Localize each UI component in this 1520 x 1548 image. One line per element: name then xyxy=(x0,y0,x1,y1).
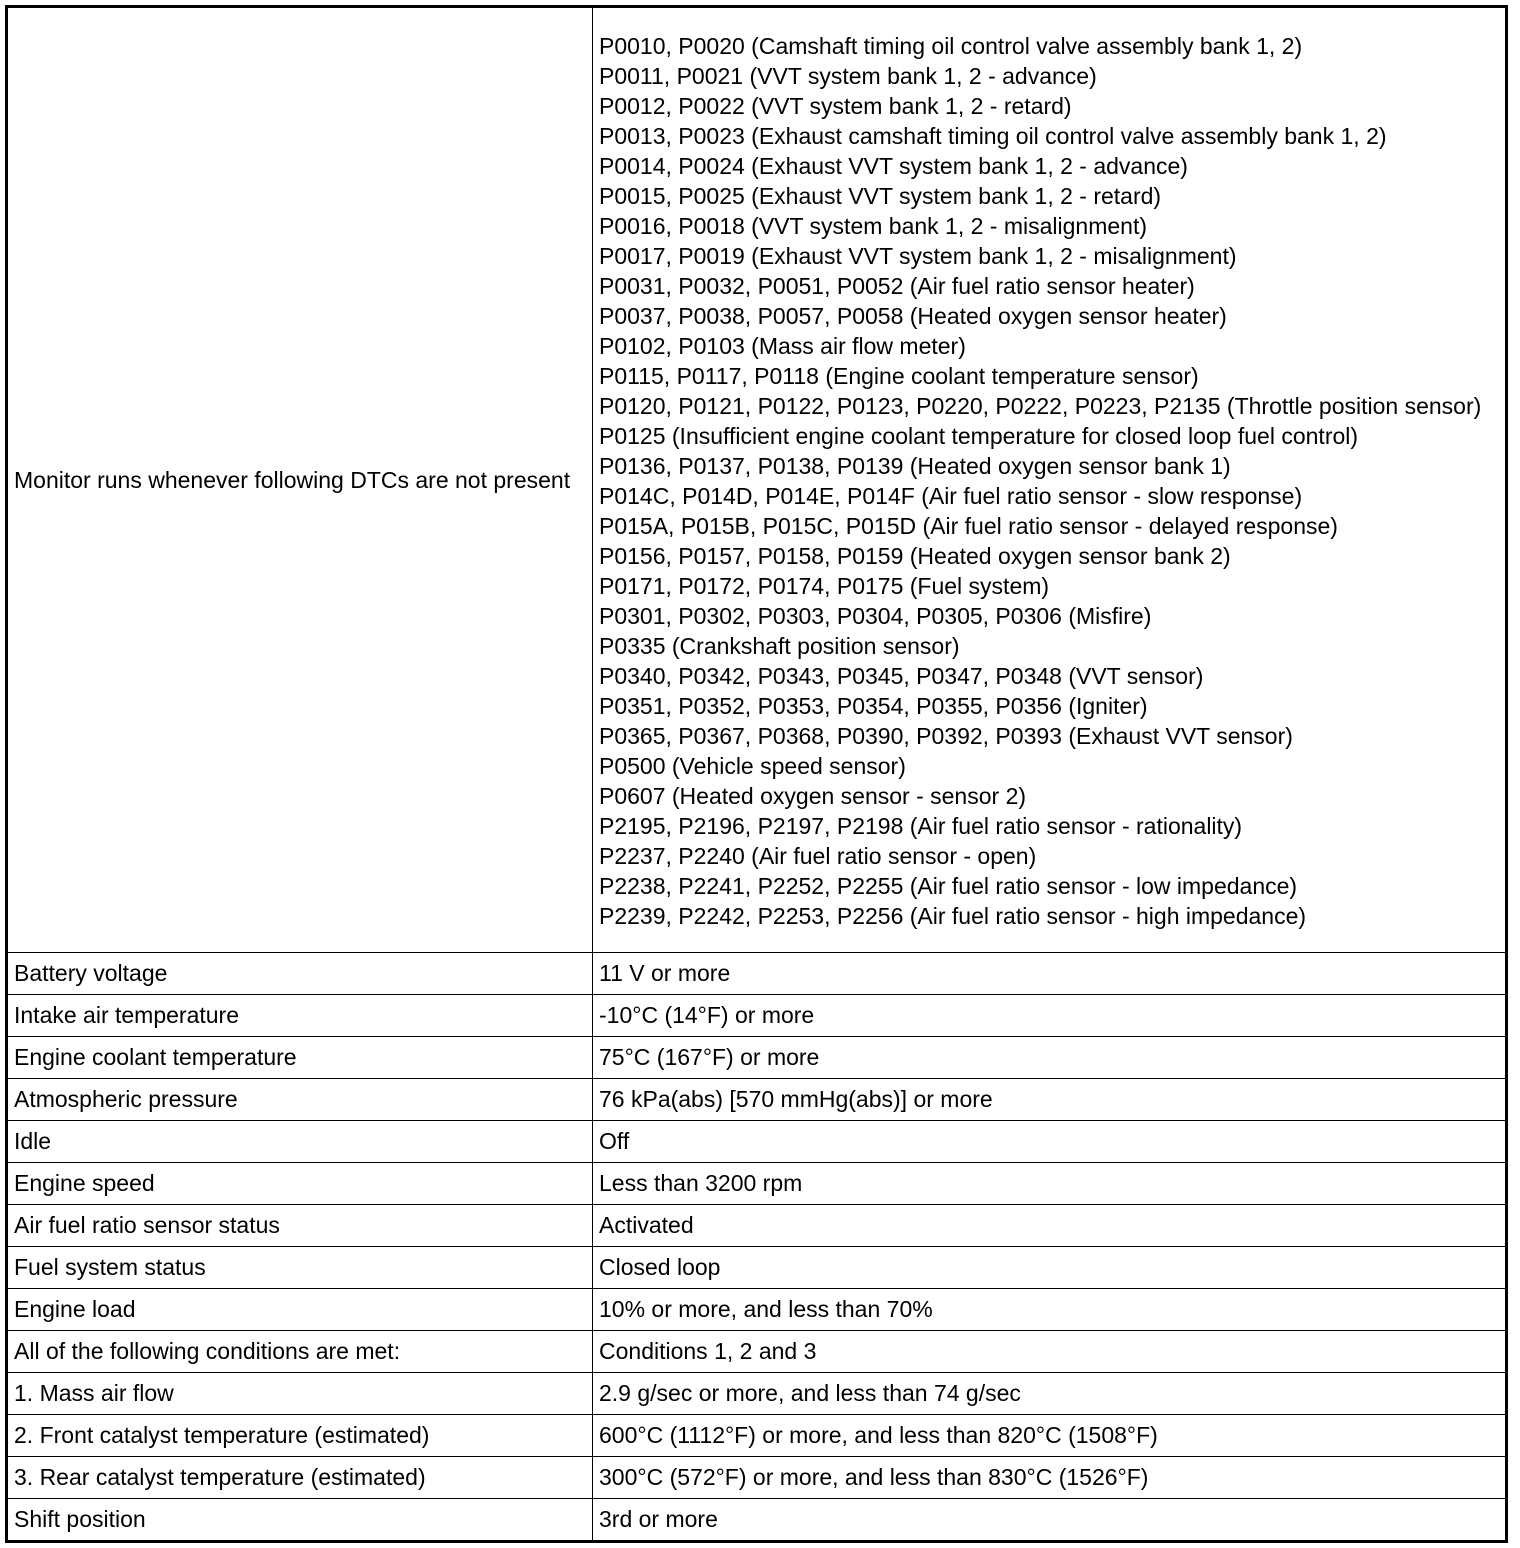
dtc-line: P0125 (Insufficient engine coolant temperature for closed loop fuel control) xyxy=(599,423,1359,449)
value-cell: 600°C (1112°F) or more, and less than 820°C (1508°F) xyxy=(593,1414,1507,1456)
dtc-line: P0013, P0023 (Exhaust camshaft timing oil control valve assembly bank 1, 2) xyxy=(599,123,1387,149)
table-row-dtc xyxy=(7,7,1507,953)
param-cell: All of the following conditions are met: xyxy=(7,1330,593,1372)
table-row xyxy=(7,994,1507,1036)
value-cell: 2.9 g/sec or more, and less than 74 g/sec xyxy=(593,1372,1507,1414)
dtc-line: P0335 (Crankshaft position sensor) xyxy=(599,633,960,659)
param-cell: Shift position xyxy=(7,1498,593,1541)
dtc-line: P0012, P0022 (VVT system bank 1, 2 - retard) xyxy=(599,93,1072,119)
dtc-line: P0016, P0018 (VVT system bank 1, 2 - misalignment) xyxy=(599,213,1148,239)
param-cell: 2. Front catalyst temperature (estimated) xyxy=(7,1414,593,1456)
dtc-line: P0136, P0137, P0138, P0139 (Heated oxygen sensor bank 1) xyxy=(599,453,1231,479)
dtc-line: P0340, P0342, P0343, P0345, P0347, P0348 (VVT sensor) xyxy=(599,663,1204,689)
dtc-line: P0120, P0121, P0122, P0123, P0220, P0222, P0223, P2135 (Throttle position sensor) xyxy=(599,393,1482,419)
value-cell: Less than 3200 rpm xyxy=(593,1162,1507,1204)
param-cell: Atmospheric pressure xyxy=(7,1078,593,1120)
table-row xyxy=(7,1204,1507,1246)
param-cell: Fuel system status xyxy=(7,1246,593,1288)
dtc-line: P0351, P0352, P0353, P0354, P0355, P0356 (Igniter) xyxy=(599,693,1148,719)
dtc-line: P0500 (Vehicle speed sensor) xyxy=(599,753,906,779)
dtc-line: P0011, P0021 (VVT system bank 1, 2 - advance) xyxy=(599,63,1097,89)
value-cell: 10% or more, and less than 70% xyxy=(593,1288,1507,1330)
value-cell: 75°C (167°F) or more xyxy=(593,1036,1507,1078)
dtc-line: P0017, P0019 (Exhaust VVT system bank 1, 2 - misalignment) xyxy=(599,243,1237,269)
value-cell: -10°C (14°F) or more xyxy=(593,994,1507,1036)
dtc-line: P0156, P0157, P0158, P0159 (Heated oxygen sensor bank 2) xyxy=(599,543,1231,569)
dtc-line: P0031, P0032, P0051, P0052 (Air fuel ratio sensor heater) xyxy=(599,273,1195,299)
table-row xyxy=(7,1162,1507,1204)
table-row xyxy=(7,1330,1507,1372)
table-row xyxy=(7,1246,1507,1288)
dtc-line: P2237, P2240 (Air fuel ratio sensor - open) xyxy=(599,843,1037,869)
table-row xyxy=(7,1078,1507,1120)
dtc-line: P0171, P0172, P0174, P0175 (Fuel system) xyxy=(599,573,1050,599)
table-row xyxy=(7,1498,1507,1541)
table-body xyxy=(7,7,1507,1542)
param-cell: Engine coolant temperature xyxy=(7,1036,593,1078)
value-cell: Activated xyxy=(593,1204,1507,1246)
value-cell: 11 V or more xyxy=(593,953,1507,995)
param-cell: Intake air temperature xyxy=(7,994,593,1036)
conditions-table xyxy=(5,5,1508,1543)
dtc-line: P2195, P2196, P2197, P2198 (Air fuel ratio sensor - rationality) xyxy=(599,813,1243,839)
dtc-line: P0014, P0024 (Exhaust VVT system bank 1, 2 - advance) xyxy=(599,153,1188,179)
table-row xyxy=(7,1036,1507,1078)
dtc-line: P0607 (Heated oxygen sensor - sensor 2) xyxy=(599,783,1027,809)
table-row xyxy=(7,1288,1507,1330)
dtc-line: P014C, P014D, P014E, P014F (Air fuel ratio sensor - slow response) xyxy=(599,483,1303,509)
table-row xyxy=(7,1372,1507,1414)
dtc-line: P2238, P2241, P2252, P2255 (Air fuel ratio sensor - low impedance) xyxy=(599,873,1298,899)
dtc-line: P0015, P0025 (Exhaust VVT system bank 1, 2 - retard) xyxy=(599,183,1162,209)
dtc-row-label: Monitor runs whenever following DTCs are not present xyxy=(7,7,593,953)
table-row xyxy=(7,1414,1507,1456)
dtc-line: P0037, P0038, P0057, P0058 (Heated oxygen sensor heater) xyxy=(599,303,1227,329)
value-cell: 76 kPa(abs) [570 mmHg(abs)] or more xyxy=(593,1078,1507,1120)
value-cell: Conditions 1, 2 and 3 xyxy=(593,1330,1507,1372)
table-row xyxy=(7,1456,1507,1498)
dtc-line: P0115, P0117, P0118 (Engine coolant temperature sensor) xyxy=(599,363,1199,389)
table-row xyxy=(7,1120,1507,1162)
dtc-line: P0102, P0103 (Mass air flow meter) xyxy=(599,333,966,359)
dtc-line: P0301, P0302, P0303, P0304, P0305, P0306 (Misfire) xyxy=(599,603,1152,629)
param-cell: Battery voltage xyxy=(7,953,593,995)
param-cell: Air fuel ratio sensor status xyxy=(7,1204,593,1246)
dtc-line: P2239, P2242, P2253, P2256 (Air fuel ratio sensor - high impedance) xyxy=(599,903,1307,929)
dtc-list xyxy=(593,7,1507,953)
value-cell: Closed loop xyxy=(593,1246,1507,1288)
dtc-line: P0365, P0367, P0368, P0390, P0392, P0393 (Exhaust VVT sensor) xyxy=(599,723,1293,749)
dtc-line: P0010, P0020 (Camshaft timing oil control valve assembly bank 1, 2) xyxy=(599,33,1303,59)
param-cell: 1. Mass air flow xyxy=(7,1372,593,1414)
value-cell: 3rd or more xyxy=(593,1498,1507,1541)
param-cell: Engine load xyxy=(7,1288,593,1330)
param-cell: Engine speed xyxy=(7,1162,593,1204)
dtc-line: P015A, P015B, P015C, P015D (Air fuel ratio sensor - delayed response) xyxy=(599,513,1338,539)
param-cell: Idle xyxy=(7,1120,593,1162)
table-row xyxy=(7,953,1507,995)
param-cell: 3. Rear catalyst temperature (estimated) xyxy=(7,1456,593,1498)
value-cell: 300°C (572°F) or more, and less than 830°C (1526°F) xyxy=(593,1456,1507,1498)
value-cell: Off xyxy=(593,1120,1507,1162)
